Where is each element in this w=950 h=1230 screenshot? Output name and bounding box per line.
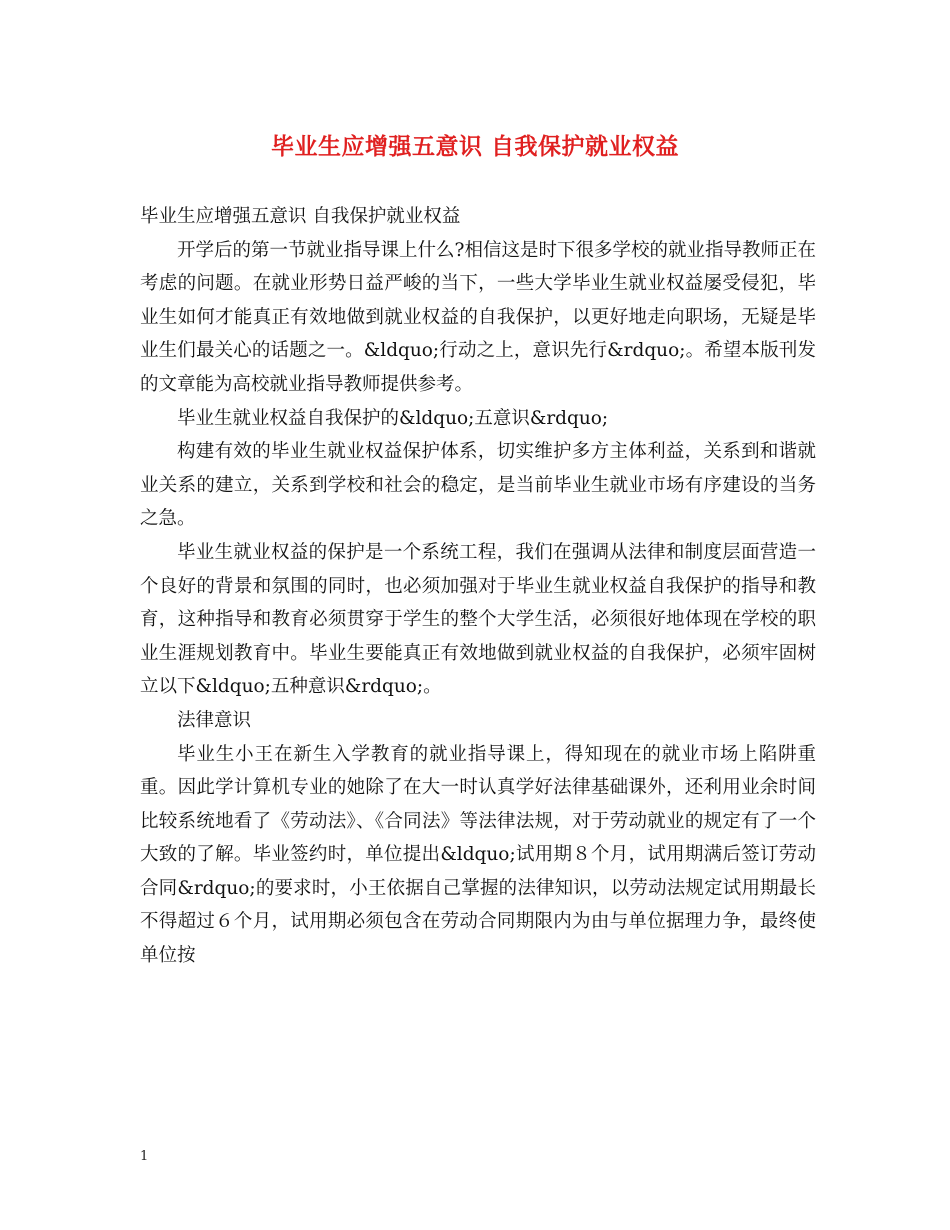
- document-body: [140, 200, 816, 973]
- document-title: 毕业生应增强五意识 自我保护就业权益: [270, 134, 679, 160]
- paragraph-case-xiaowang: 毕业生小王在新生入学教育的就业指导课上，得知现在的就业市场上陷阱重重。因此学计算机专业的她除了在大一时认真学好法律基础课外，还利用业余时间比较系统地看了《劳动法》、《合同法》等法律法规，对于劳动就业的规定有了一个大致的了解。毕业签约时，单位提出&ldquo;试用期８个月，试用期满后签订劳动合同&rdquo;的要求时，小王依据自己掌握的法律知识，以劳动法规定试用期最长不得超过６个月，试用期必须包含在劳动合同期限内为由与单位据理力争，最终使单位按: [140, 743, 816, 967]
- page-number: 1: [140, 1149, 149, 1164]
- section-heading-legal-awareness: 法律意识: [177, 709, 252, 731]
- paragraph-system: 构建有效的毕业生就业权益保护体系，切实维护多方主体利益，关系到和谐就业关系的建立，关系到学校和社会的稳定，是当前毕业生就业市场有序建设的当务之急。: [140, 441, 816, 530]
- paragraph-heading: 毕业生应增强五意识 自我保护就业权益: [140, 206, 461, 227]
- paragraph-intro: 开学后的第一节就业指导课上什么?相信这是时下很多学校的就业指导教师正在考虑的问题。在就业形势日益严峻的当下，一些大学毕业生就业权益屡受侵犯，毕业生如何才能真正有效地做到就业权益的自我保护，以更好地走向职场，无疑是毕业生们最关心的话题之一。&ldquo;行动之上，意识先行&rdquo;。希望本版刊发的文章能为高校就业指导教师提供参考。: [140, 239, 816, 395]
- paragraph-subtitle: 毕业生就业权益自我保护的&ldquo;五意识&rdquo;: [177, 407, 609, 429]
- paragraph-five-awareness: 毕业生就业权益的保护是一个系统工程，我们在强调从法律和制度层面营造一个良好的背景和氛围的同时，也必须加强对于毕业生就业权益自我保护的指导和教育，这种指导和教育必须贯穿于学生的整个大学生活，必须很好地体现在学校的职业生涯规划教育中。毕业生要能真正有效地做到就业权益的自我保护，必须牢固树立以下&ldquo;五种意识&rdquo;。: [140, 541, 816, 698]
